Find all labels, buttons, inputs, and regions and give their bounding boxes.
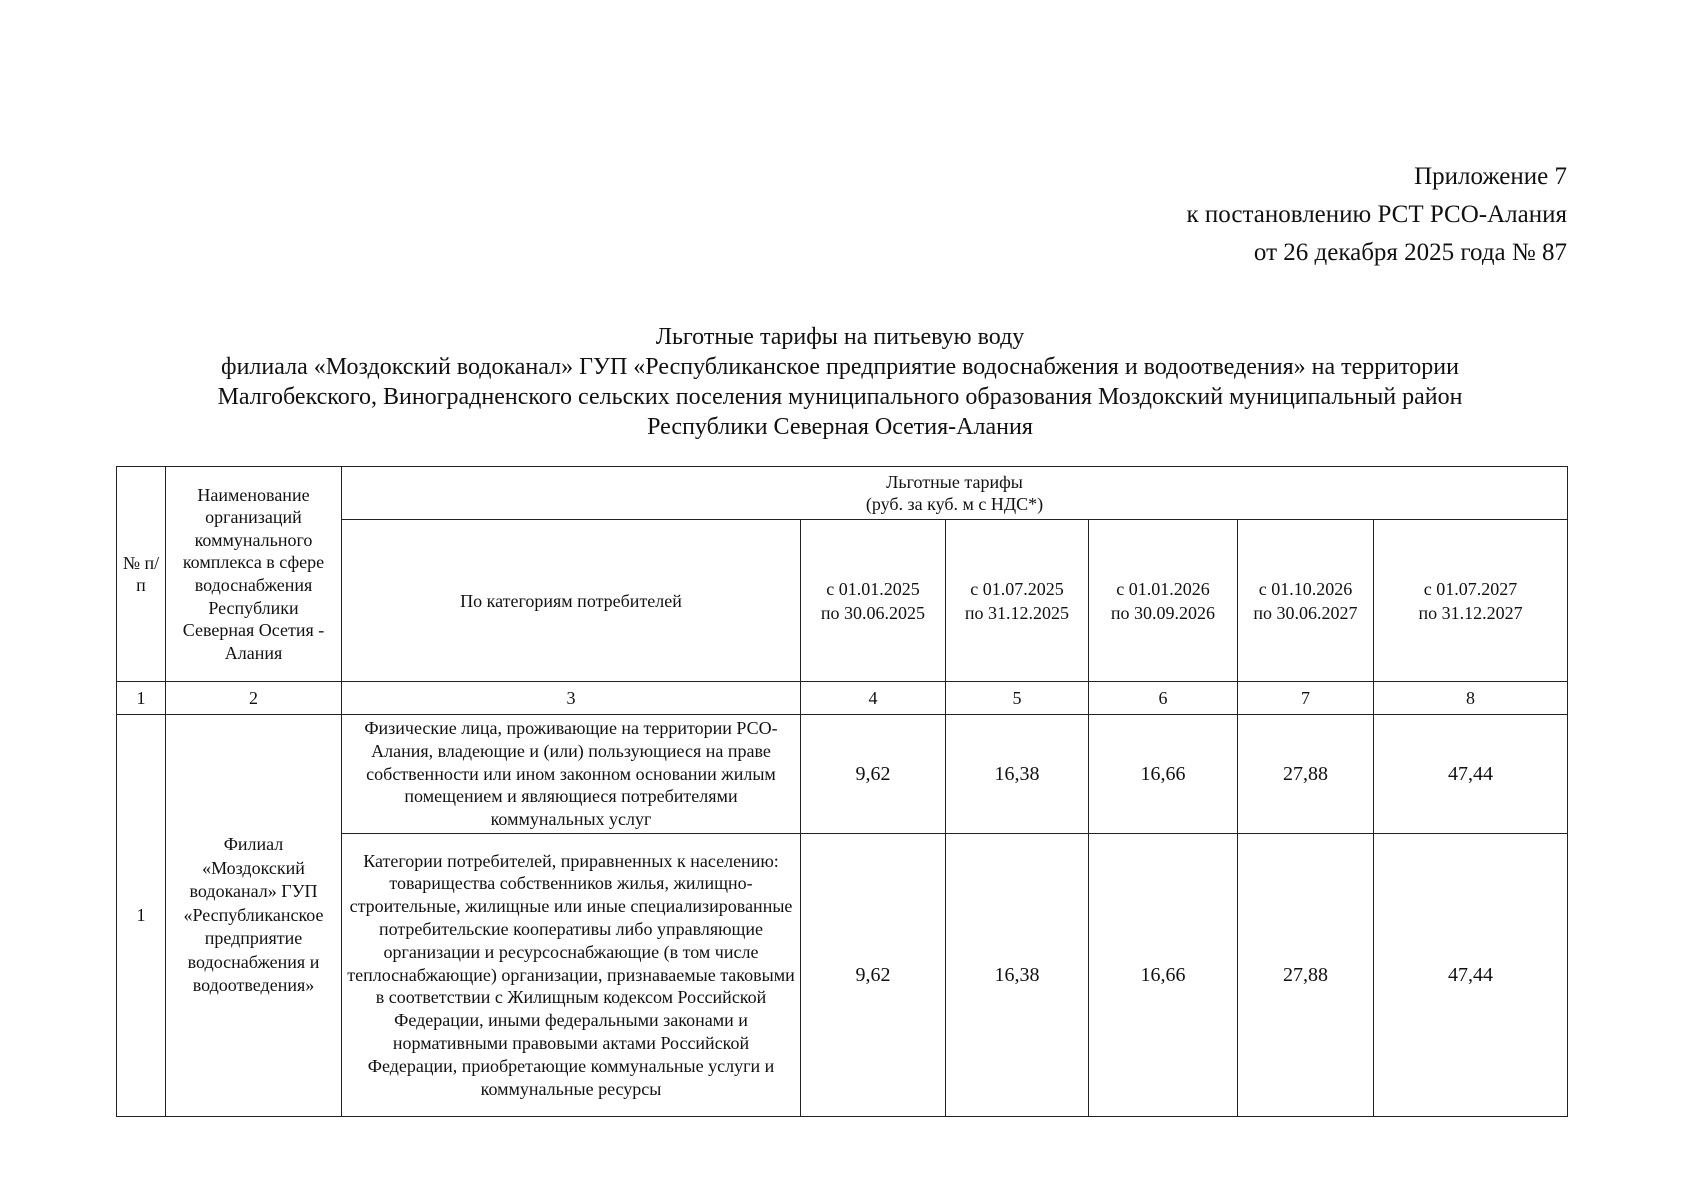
- tariff-value: 16,66: [1089, 715, 1238, 834]
- column-index: 8: [1374, 682, 1568, 715]
- tariff-value: 9,62: [801, 715, 946, 834]
- header-tariffs: [342, 467, 1568, 520]
- header-period: [1089, 520, 1238, 682]
- column-index: 2: [166, 682, 342, 715]
- column-index: 3: [342, 682, 801, 715]
- period-to: по 31.12.2027: [1418, 602, 1523, 623]
- column-index: 5: [946, 682, 1089, 715]
- period-to: по 30.09.2026: [1110, 602, 1216, 623]
- header-category: По категориям потребителей: [342, 520, 801, 682]
- title-line-3: Малгобекского, Виноградненского сельских поселения муниципального образования Моздокский муниципальный район: [217, 384, 1463, 410]
- annex-date: от 26 декабря 2025 года № 87: [1253, 239, 1567, 266]
- table-header-row: [117, 467, 1568, 520]
- period-to: по 30.06.2025: [820, 602, 926, 623]
- annex-reference: [1187, 158, 1567, 272]
- column-index: 1: [117, 682, 166, 715]
- table-row: [117, 715, 1568, 834]
- period-from: с 01.01.2026: [1116, 578, 1210, 599]
- period-to: по 30.06.2027: [1253, 602, 1358, 623]
- title-line-1: Льготные тарифы на питьевую воду: [655, 324, 1025, 350]
- period-from: с 01.10.2026: [1258, 578, 1353, 599]
- header-period: [1374, 520, 1568, 682]
- tariff-value: 16,38: [946, 833, 1089, 1116]
- tariff-value: 47,44: [1374, 833, 1568, 1116]
- consumer-category: Категории потребителей, приравненных к населению: товарищества собственников жилья, жилищно-строительные, жилищные или иные специализированные потребительские кооперативы либо управляющие организации и ресурсоснабжающие (в том числе теплоснабжающие) организации, признаваемые таковыми в соответствии с Жилищным кодексом Российской Федерации, иными федеральными законами и нормативными правовыми актами Российской Федерации, приобретающие коммунальные услуги и коммунальные ресурсы: [342, 833, 801, 1116]
- period-from: с 01.01.2025: [826, 578, 920, 599]
- tariff-value: 16,38: [946, 715, 1089, 834]
- period-from: с 01.07.2027: [1423, 578, 1518, 599]
- consumer-category: Физические лица, проживающие на территории РСО-Алания, владеющие и (или) пользующиеся на праве собственности или ином законном основании жилым помещением и являющиеся потребителями коммунальных услуг: [342, 715, 801, 834]
- column-index-row: [117, 682, 1568, 715]
- column-index: 4: [801, 682, 946, 715]
- tariff-value: 27,88: [1238, 715, 1374, 834]
- tariffs-table: [116, 466, 1568, 1117]
- annex-number: Приложение 7: [1414, 163, 1567, 190]
- header-period: [801, 520, 946, 682]
- column-index: 7: [1238, 682, 1374, 715]
- period-from: с 01.07.2025: [970, 578, 1064, 599]
- header-period: [946, 520, 1089, 682]
- title-line-2: филиала «Моздокский водоканал» ГУП «Республиканское предприятие водоснабжения и водоотведения» на территории: [221, 354, 1459, 380]
- header-period: [1238, 520, 1374, 682]
- header-org: Наименование организаций коммунального комплекса в сфере водоснабжения Республики Северная Осетия - Алания: [166, 467, 342, 682]
- annex-resolution: к постановлению РСТ РСО-Алания: [1186, 201, 1567, 228]
- header-num: № п/п: [117, 467, 166, 682]
- header-tariffs-title: Льготные тарифы: [886, 472, 1023, 492]
- tariff-value: 9,62: [801, 833, 946, 1116]
- tariff-value: 47,44: [1374, 715, 1568, 834]
- column-index: 6: [1089, 682, 1238, 715]
- period-to: по 31.12.2025: [964, 602, 1070, 623]
- document-title: [150, 322, 1530, 442]
- organization-name: Филиал «Моздокский водоканал» ГУП «Республиканское предприятие водоснабжения и водоотведения»: [166, 715, 342, 1117]
- row-number: 1: [117, 715, 166, 1117]
- tariff-value: 16,66: [1089, 833, 1238, 1116]
- header-tariffs-unit: (руб. за куб. м с НДС*): [865, 494, 1044, 514]
- tariff-value: 27,88: [1238, 833, 1374, 1116]
- title-line-4: Республики Северная Осетия-Алания: [647, 414, 1033, 440]
